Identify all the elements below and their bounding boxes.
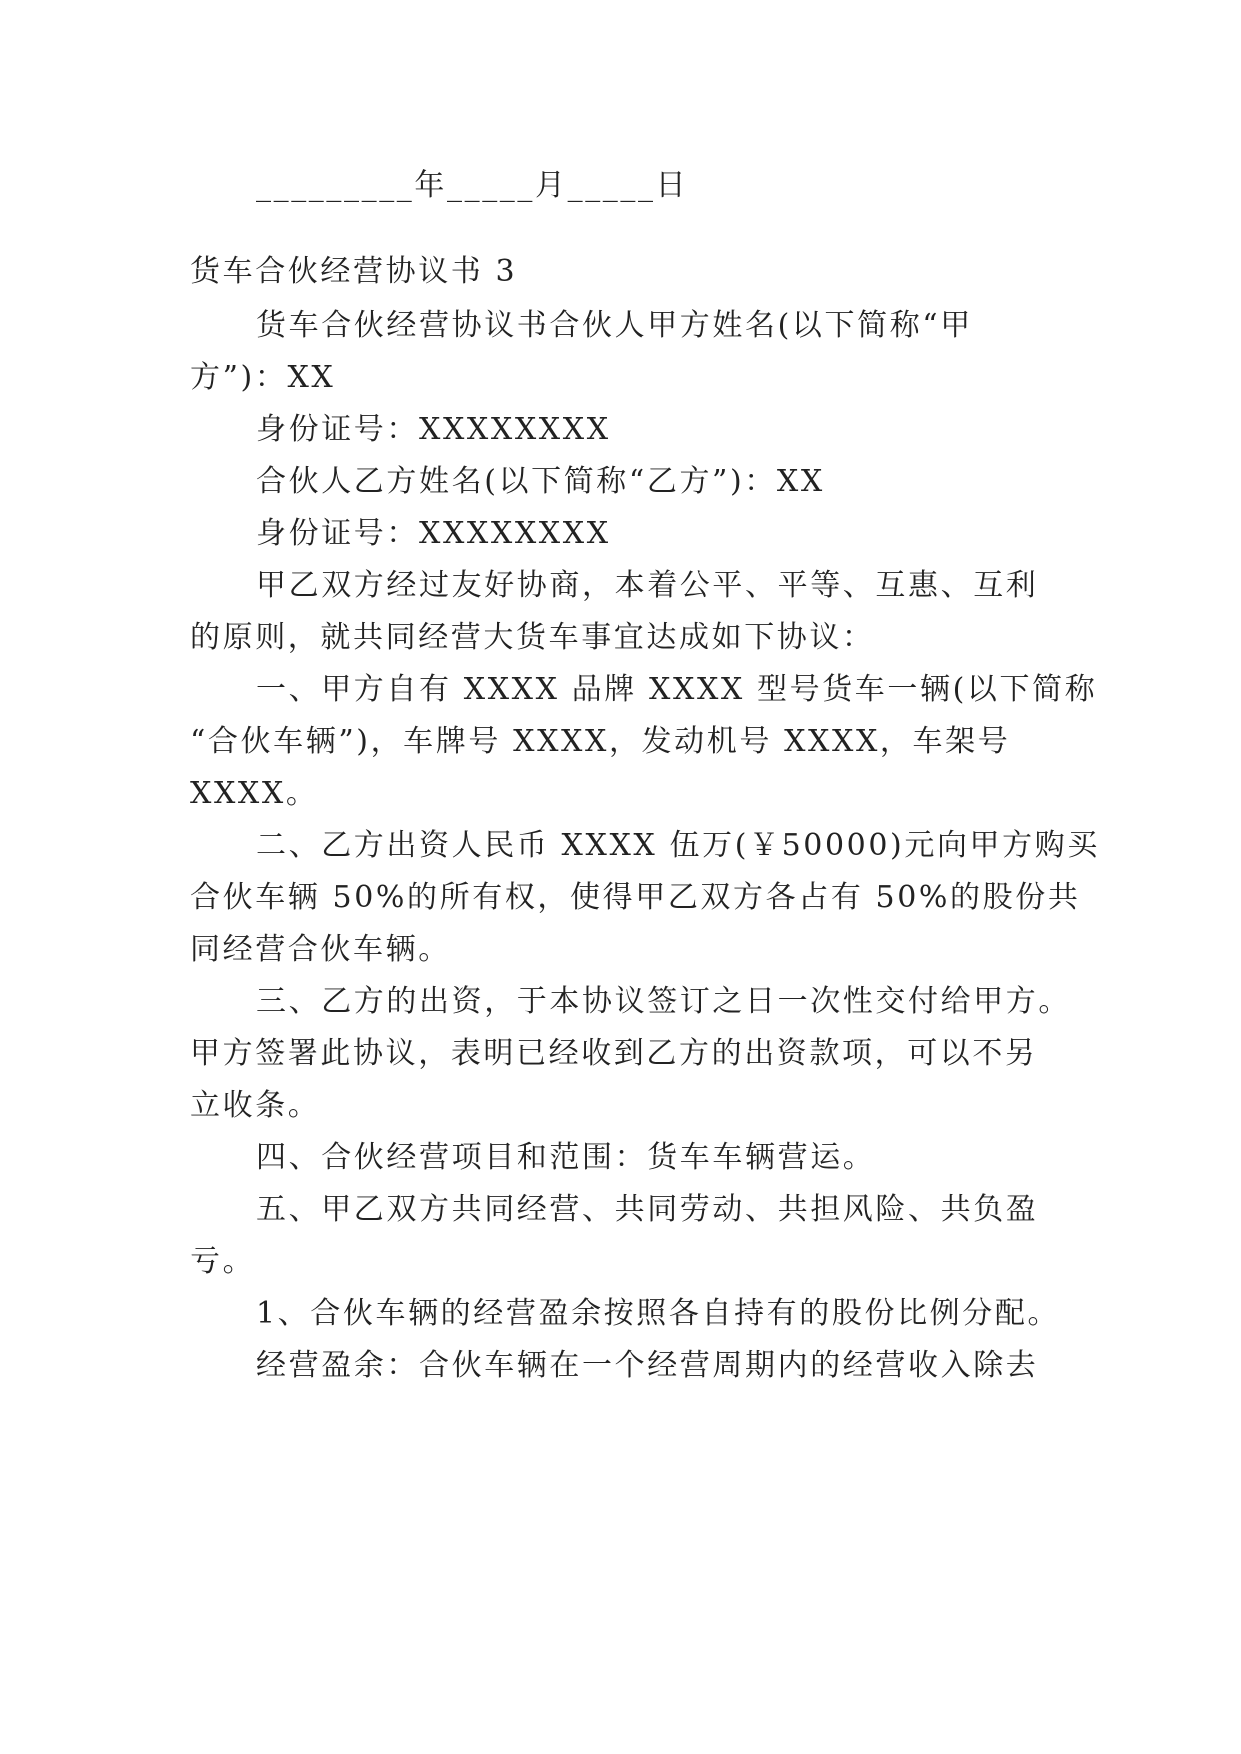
text-line: 经营盈余：合伙车辆在一个经营周期内的经营收入除去 (256, 1348, 1039, 1383)
section-title: 货车合伙经营协议书 3 (190, 254, 518, 289)
text-line: 身份证号：XXXXXXXX (256, 412, 611, 447)
text-line: 同经营合伙车辆。 (190, 932, 451, 967)
text-line: 甲乙双方经过友好协商，本着公平、平等、互惠、互利 (256, 568, 1039, 603)
text-line: 合伙人乙方姓名(以下简称“乙方”)：XX (256, 464, 825, 499)
text-line: 合伙车辆 50%的所有权，使得甲乙双方各占有 50%的股份共 (190, 880, 1081, 915)
text-line: 方”)：XX (190, 360, 336, 395)
text-line: 的原则，就共同经营大货车事宜达成如下协议： (190, 620, 875, 655)
text-line: 货车合伙经营协议书合伙人甲方姓名(以下简称“甲 (256, 308, 973, 343)
text-line: 亏。 (190, 1244, 256, 1279)
text-line: 三、乙方的出资，于本协议签订之日一次性交付给甲方。 (256, 984, 1071, 1019)
text-line: 四、合伙经营项目和范围：货车车辆营运。 (256, 1140, 876, 1175)
text-line: 五、甲乙双方共同经营、共同劳动、共担风险、共负盈 (256, 1192, 1039, 1227)
text-line: 一、甲方自有 XXXX 品牌 XXXX 型号货车一辆(以下简称 (256, 672, 1098, 707)
text-line: XXXX。 (190, 776, 319, 811)
text-line: “合伙车辆”)，车牌号 XXXX，发动机号 XXXX，车架号 (190, 724, 1011, 759)
text-line: 二、乙方出资人民币 XXXX 伍万(￥50000)元向甲方购买 (256, 828, 1100, 863)
text-line: 甲方签署此协议，表明已经收到乙方的出资款项，可以不另 (190, 1036, 1038, 1071)
text-line: 立收条。 (190, 1088, 321, 1123)
text-line: 身份证号：XXXXXXXX (256, 516, 611, 551)
date-line: _________年_____月_____日 (256, 168, 689, 203)
text-line: 1、合伙车辆的经营盈余按照各自持有的股份比例分配。 (256, 1296, 1061, 1331)
